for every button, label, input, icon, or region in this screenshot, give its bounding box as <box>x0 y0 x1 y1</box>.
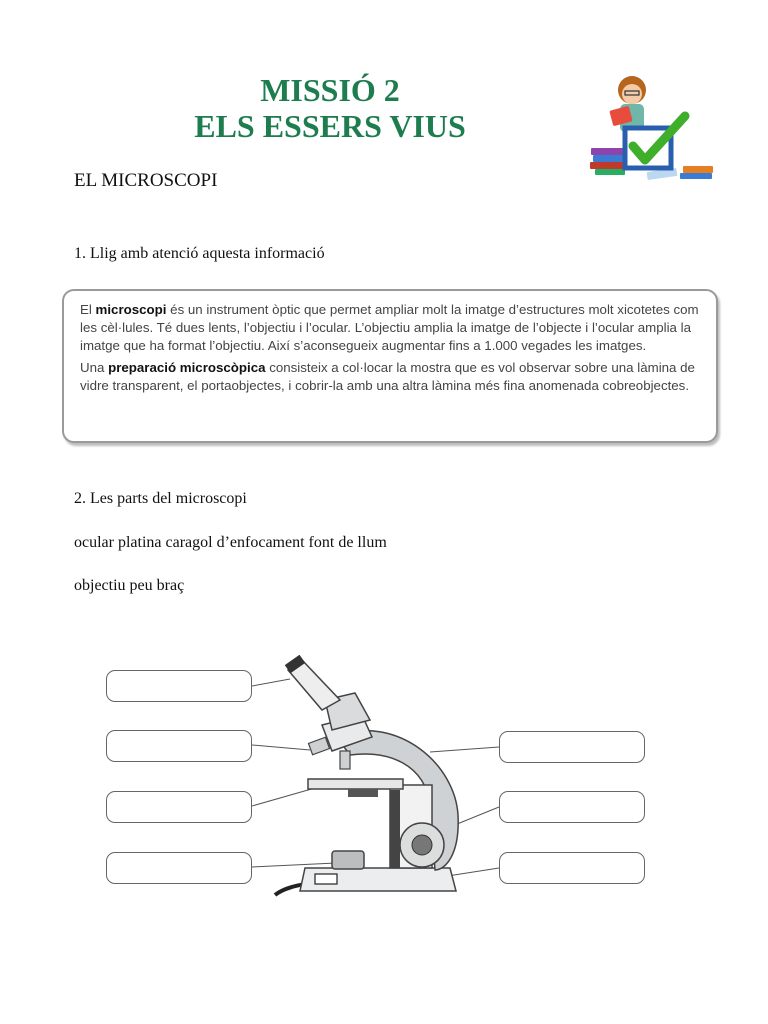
term-microscopi: microscopi <box>95 302 167 317</box>
section-title: EL MICROSCOPI <box>74 170 218 191</box>
term-preparacio: preparació microscòpica <box>108 360 266 375</box>
info-box <box>62 289 718 443</box>
info-paragraph-2: Una preparació microscòpica consisteix a col·locar la mostra que es vol observar sobre una làmina de vidre transparent, el portaobjectes, i cobrir-la amb una altra làmina més fina anomenada cobreobjectes. <box>80 360 695 393</box>
answer-box-right-3[interactable] <box>499 852 645 884</box>
book-stack-icon <box>590 148 626 175</box>
word-bank-line-1: ocular platina caragol d’enfocament font de llum <box>74 534 387 551</box>
question-2: 2. Les parts del microscopi <box>74 490 247 507</box>
title-line-1: MISSIÓ 2 <box>260 72 400 108</box>
word-bank-line-2: objectiu peu braç <box>74 577 185 594</box>
question-1: 1. Llig amb atenció aquesta informació <box>74 245 325 262</box>
title-line-2: ELS ESSERS VIUS <box>194 108 466 144</box>
microscope-illustration <box>100 655 520 905</box>
answer-box-right-2[interactable] <box>499 791 645 823</box>
answer-box-right-1[interactable] <box>499 731 645 763</box>
info-paragraph-1: El microscopi és un instrument òptic que permet ampliar molt la imatge d’estructures molt xicotetes com les cèl·lules. Té dues lents, l’objectiu i l’ocular. L’objectiu amplia la imatge de l’objecte i l’ocular amplia la imatge que ha format l’objectiu. Així s’aconsegueix augmentar fins a 1.000 vegades les imatges. <box>80 302 699 353</box>
teacher-mascot-icon <box>585 70 715 190</box>
